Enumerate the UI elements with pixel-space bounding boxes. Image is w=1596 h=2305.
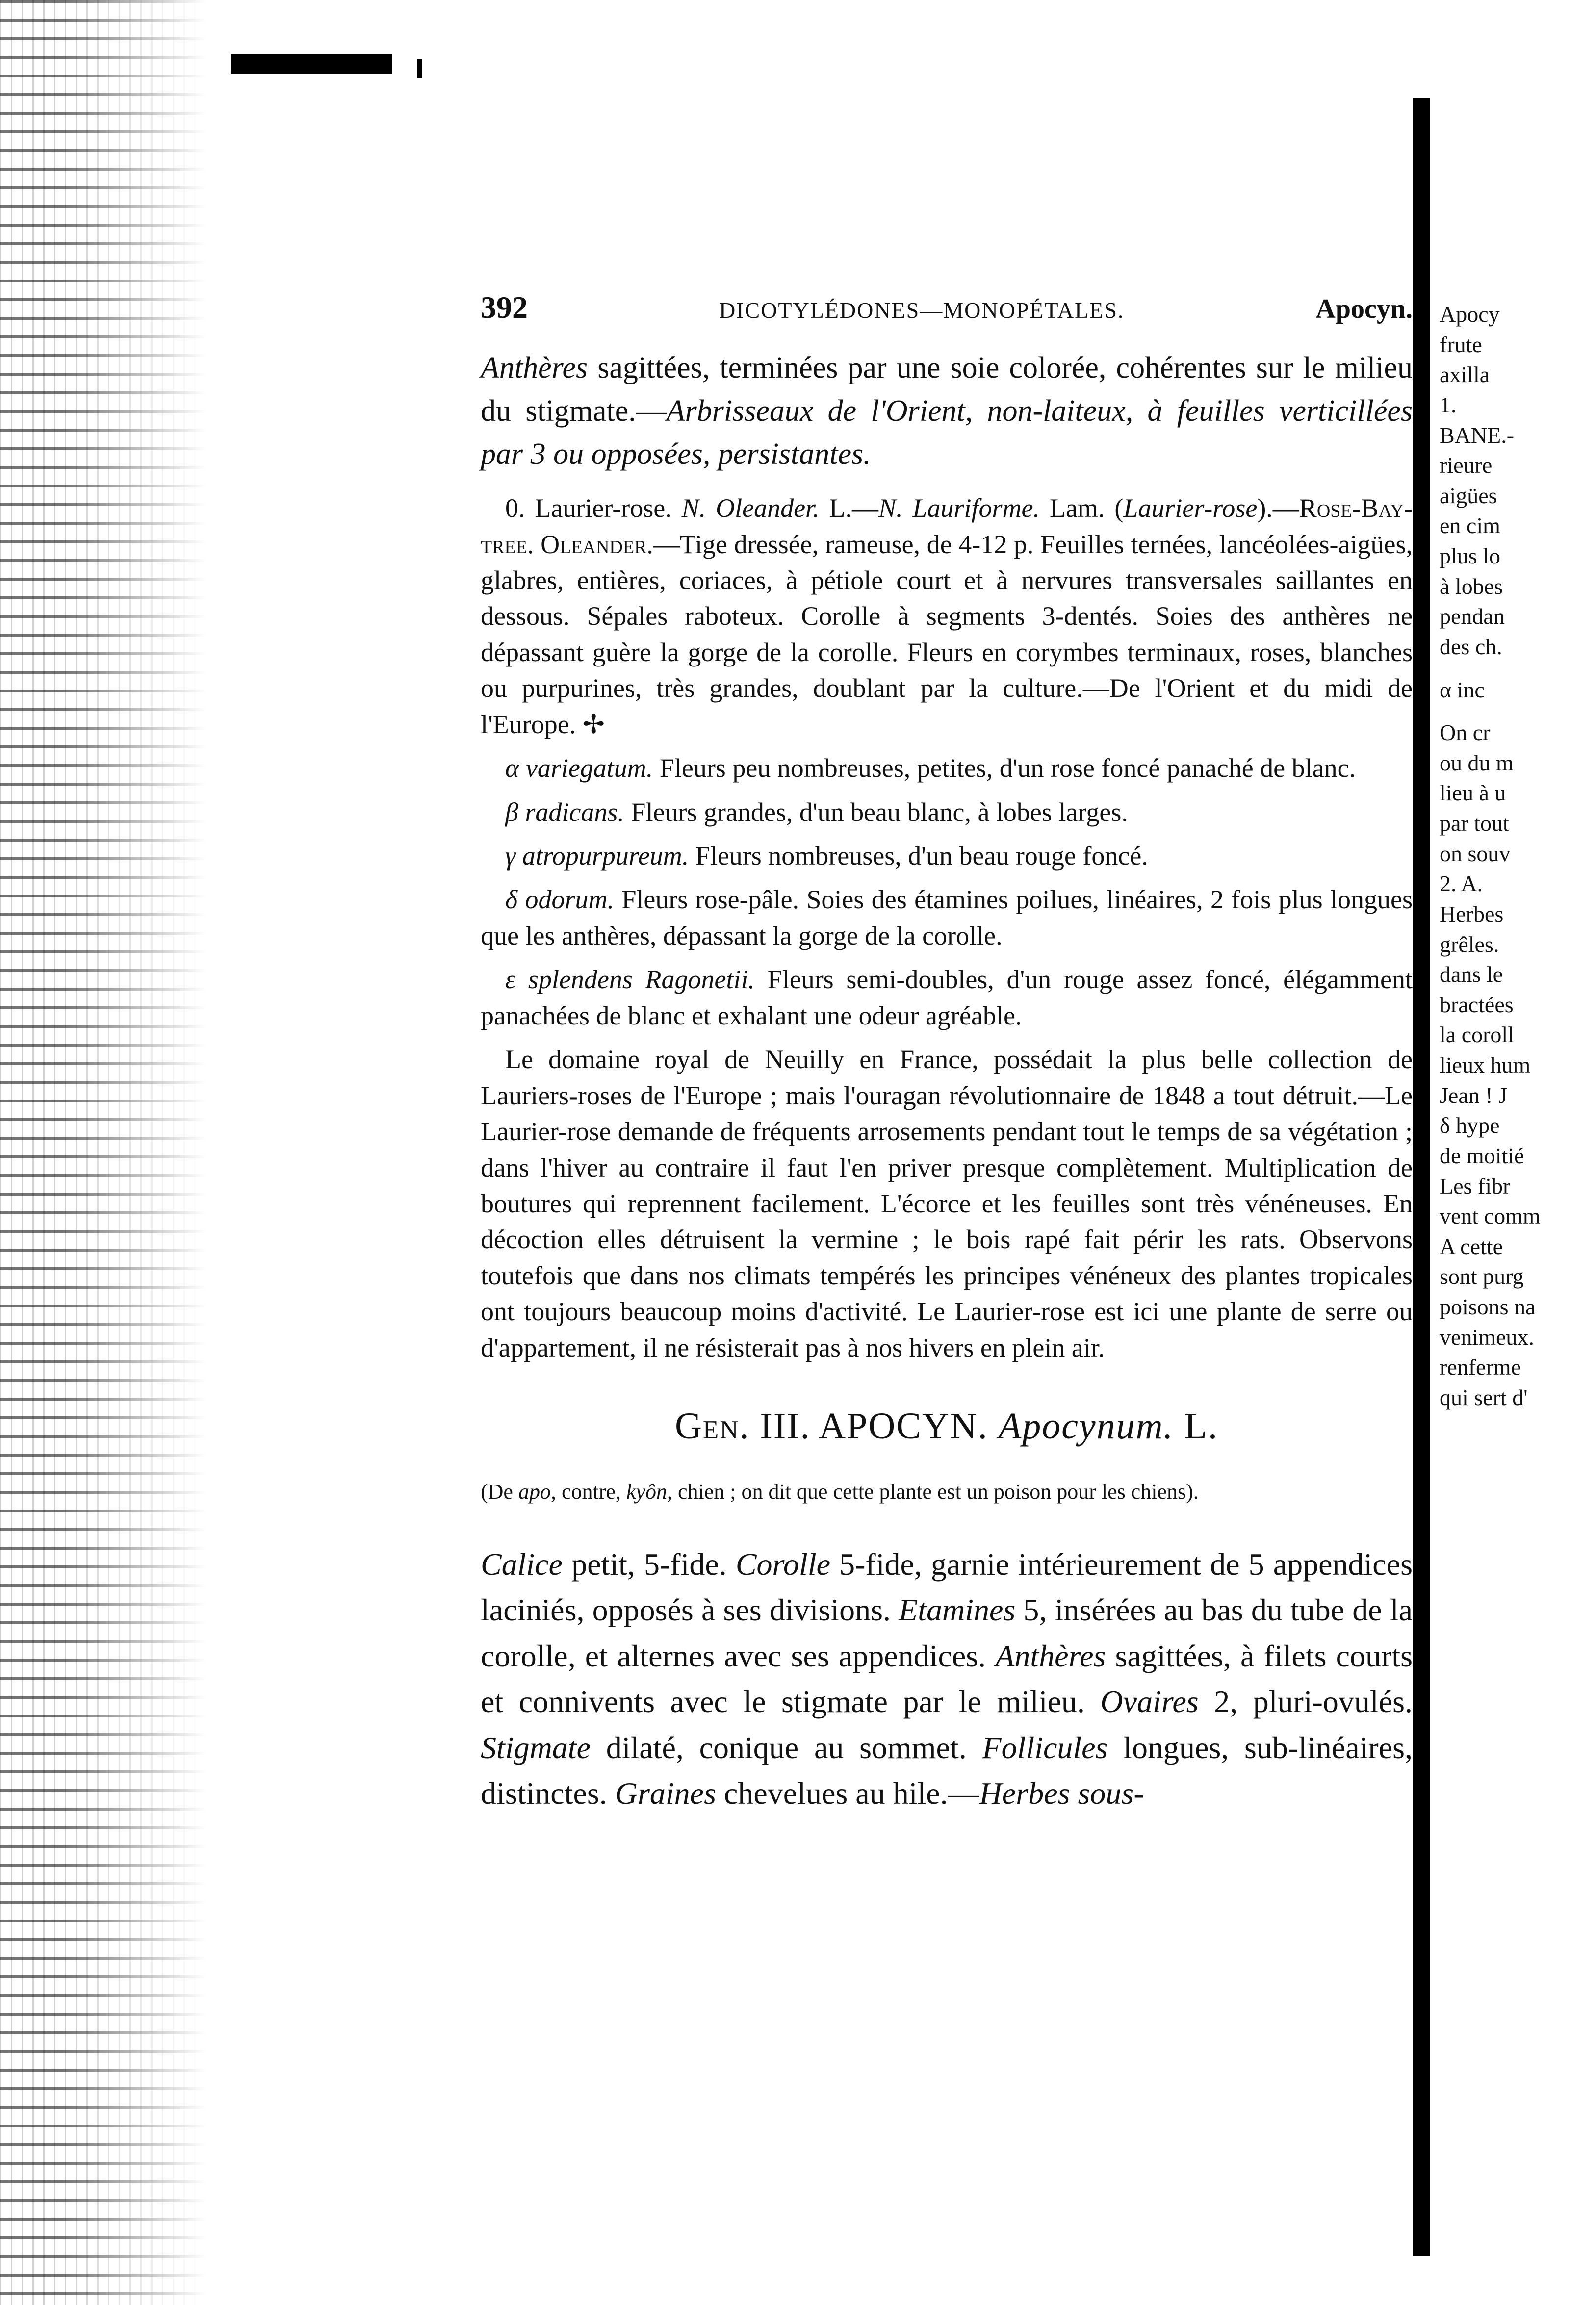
adjacent-page-line: α inc (1440, 677, 1485, 702)
adjacent-page-line: Jean ! J (1440, 1082, 1507, 1108)
genus-text: petit, 5-fide. (563, 1546, 736, 1582)
adjacent-page-line: lieux hum (1440, 1052, 1531, 1077)
adjacent-page-line: aigües (1440, 483, 1497, 508)
genus-heading-latin: Apocynum. (998, 1406, 1174, 1447)
etymology-text: , chien ; on dit que cette plante est un poison pour les chiens). (667, 1480, 1199, 1504)
cultivation-note: Le domaine royal de Neuilly en France, possédait la plus belle collection de Lauriers-roses de l'Europe ; mais l'ouragan révolutionnaire de 1848 a tout détruit.—Le Laurier-rose demande de fréquents arrosements pendant tout le temps de sa végétation ; dans l'hiver au contraire il faut l'en priver presque complètement. Multiplication de boutures qui reprennent facilement. L'écorce et les feuilles sont très vénéneuses. En décoction elles détruisent la vermine ; le bois rapé fait périr les rats. Observons toutefois que dans nos climats tempérés les principes vénéneux des plantes tropicales ont toujours beaucoup moins d'activité. Le Laurier-rose est ici une plante de serre ou d'appartement, il ne résisterait pas à nos hivers en plein air. (481, 1045, 1413, 1362)
scan-blot-top (231, 54, 392, 74)
variety-name: β radicans. (505, 797, 624, 827)
adjacent-page-line: poisons na (1440, 1294, 1536, 1319)
variety-text: Fleurs rose-pâle. Soies des étamines poilues, linéaires, 2 fois plus longues que les anthères, dépassant la gorge de la corolle. (481, 885, 1413, 950)
adjacent-page-line: pendan (1440, 604, 1505, 629)
running-head-title: DICOTYLÉDONES—MONOPÉTALES. (719, 298, 1125, 323)
adjacent-page-line: lieu à u (1440, 780, 1506, 806)
species-synonym-author: Lam. ( (1040, 493, 1124, 523)
adjacent-page-line: Herbes (1440, 901, 1504, 926)
species-description: —Tige dressée, rameuse, de 4-12 p. Feuilles ternées, lancéolées-aigües, glabres, entières, coriaces, à pétiole court et à nervures transversales saillantes en dessous. Sépales raboteux. Corolle à segments 3-dentés. Soies des anthères ne dépassant guère la gorge de la corolle. Fleurs en corymbes terminaux, roses, blanches ou purpurines, très grandes, doublant par la culture.—De l'Orient et du midi de l'Europe. ✢ (481, 529, 1413, 739)
species-synonym: N. Lauriforme. (878, 493, 1040, 523)
species-author: L.— (819, 493, 879, 523)
adjacent-page-line: bractées (1440, 992, 1514, 1017)
adjacent-page-line: Les fibr (1440, 1173, 1511, 1199)
variety-item (481, 962, 1413, 1034)
variety-name: δ odorum. (505, 885, 614, 915)
variety-name: ε splendens Ragonetii. (505, 965, 755, 995)
adjacent-page-line: on souv (1440, 841, 1511, 866)
etymology-text: (De (481, 1480, 518, 1504)
genus-text: 5-fide, garnie intérieurement de 5 appendices laciniés, opposés à ses divisions. (481, 1546, 1413, 1628)
adjacent-page-line: Apocy (1440, 302, 1500, 327)
adjacent-page-line: A cette (1440, 1233, 1503, 1259)
genus-term: Stigmate (481, 1730, 591, 1765)
genus-text: chevelues au hile.— (716, 1776, 979, 1811)
etymology-greek: apo (518, 1480, 551, 1504)
variety-text: Fleurs peu nombreuses, petites, d'un rose foncé panaché de blanc. (653, 753, 1356, 783)
adjacent-page-fragment (1440, 299, 1596, 1413)
variety-item (481, 838, 1413, 874)
intro-text: sagittées, terminées par une soie colorée, cohérentes sur le milieu du stigmate.— (481, 351, 1413, 428)
adjacent-page-line: 2. A. (1440, 871, 1483, 896)
page-gutter-bar (1413, 98, 1430, 2256)
genus-text: 2, pluri-ovulés. (1198, 1684, 1413, 1719)
variety-item (481, 750, 1413, 786)
adjacent-page-line (1440, 705, 1596, 717)
species-name: N. Oleander. (681, 493, 820, 523)
adjacent-page-line: grêles. (1440, 931, 1499, 957)
variety-item (481, 794, 1413, 830)
scan-mark (417, 59, 422, 78)
genus-text: dilaté, conique au sommet. (590, 1730, 982, 1765)
variety-name: α variegatum. (505, 753, 653, 783)
adjacent-page-line: dans le (1440, 962, 1503, 987)
adjacent-page-line: de moitié (1440, 1143, 1524, 1168)
genus-text: sagittées, à filets courts et connivents avec le stigmate par le milieu. (481, 1638, 1413, 1719)
genus-term: Follicules (982, 1730, 1108, 1765)
adjacent-page-line: frute (1440, 332, 1482, 357)
genus-heading (481, 1405, 1413, 1448)
etymology-text: , contre, (550, 1480, 626, 1504)
genus-description (481, 1541, 1413, 1817)
species-number: 0. Laurier-rose. (505, 493, 682, 523)
page-number: 392 (481, 290, 528, 325)
genus-term: Corolle (735, 1546, 831, 1582)
species-common-fr: Laurier-rose (1123, 493, 1258, 523)
species-common-en: Rose-Bay-tree. Oleander. (481, 493, 1413, 559)
adjacent-page-line: On cr (1440, 720, 1491, 745)
variety-item (481, 882, 1413, 954)
adjacent-page-line: par tout (1440, 811, 1509, 836)
genus-term: Anthères (995, 1638, 1106, 1673)
species-sep: ).— (1257, 493, 1299, 523)
adjacent-page-line: 1. (1440, 392, 1457, 417)
variety-text: Fleurs nombreuses, d'un beau rouge foncé. (689, 841, 1148, 871)
genus-term: Herbes sous- (979, 1776, 1144, 1811)
genus-term: Etamines (899, 1592, 1016, 1628)
variety-text: Fleurs grandes, d'un beau blanc, à lobes larges. (624, 797, 1128, 827)
adjacent-page-line: la coroll (1440, 1022, 1514, 1048)
adjacent-page-line: sont purg (1440, 1264, 1524, 1289)
book-page (481, 289, 1413, 1817)
adjacent-page-line: en cim (1440, 513, 1500, 538)
adjacent-page-line: venimeux. (1440, 1324, 1534, 1350)
species-paragraph (481, 490, 1413, 743)
variety-text: Fleurs semi-doubles, d'un rouge assez foncé, élégamment panachées de blanc et exhalant une odeur agréable. (481, 965, 1413, 1030)
genus-term: Ovaires (1100, 1684, 1199, 1719)
adjacent-page-line: renferme (1440, 1355, 1521, 1380)
scan-edge-shadow (0, 0, 206, 2305)
genus-heading-author: L. (1174, 1406, 1218, 1447)
genus-term: Graines (615, 1776, 716, 1811)
genus-term: Calice (481, 1546, 563, 1582)
adjacent-page-line: BANE.- (1440, 422, 1515, 448)
adjacent-page-line (1440, 662, 1596, 675)
intro-habitat: Arbrisseaux de l'Orient, non-laiteux, à feuilles verticillées par 3 ou opposées, persistantes. (481, 394, 1413, 471)
intro-paragraph (481, 346, 1413, 476)
genus-text: 5, insérées au bas du tube de la corolle, et alternes avec ses appendices. (481, 1592, 1413, 1673)
running-head-genus: Apocyn. (1315, 294, 1413, 324)
adjacent-page-line: vent comm (1440, 1204, 1541, 1229)
adjacent-page-line: des ch. (1440, 634, 1502, 659)
genus-heading-label: Gen. III. APOCYN. (675, 1406, 999, 1447)
adjacent-page-line: rieure (1440, 453, 1493, 478)
etymology-note (481, 1477, 1413, 1507)
running-head (481, 289, 1413, 326)
adjacent-page-line: à lobes (1440, 573, 1503, 599)
genus-text: longues, sub-linéaires, distinctes. (481, 1730, 1413, 1811)
adjacent-page-line: plus lo (1440, 543, 1500, 568)
adjacent-page-line: qui sert d' (1440, 1384, 1528, 1410)
etymology-greek: kyôn (626, 1480, 667, 1504)
adjacent-page-line: axilla (1440, 362, 1490, 387)
adjacent-page-line: δ hype (1440, 1113, 1500, 1138)
variety-name: γ atropurpureum. (505, 841, 689, 871)
intro-term: Anthères (481, 351, 588, 384)
adjacent-page-line: ou du m (1440, 750, 1514, 775)
